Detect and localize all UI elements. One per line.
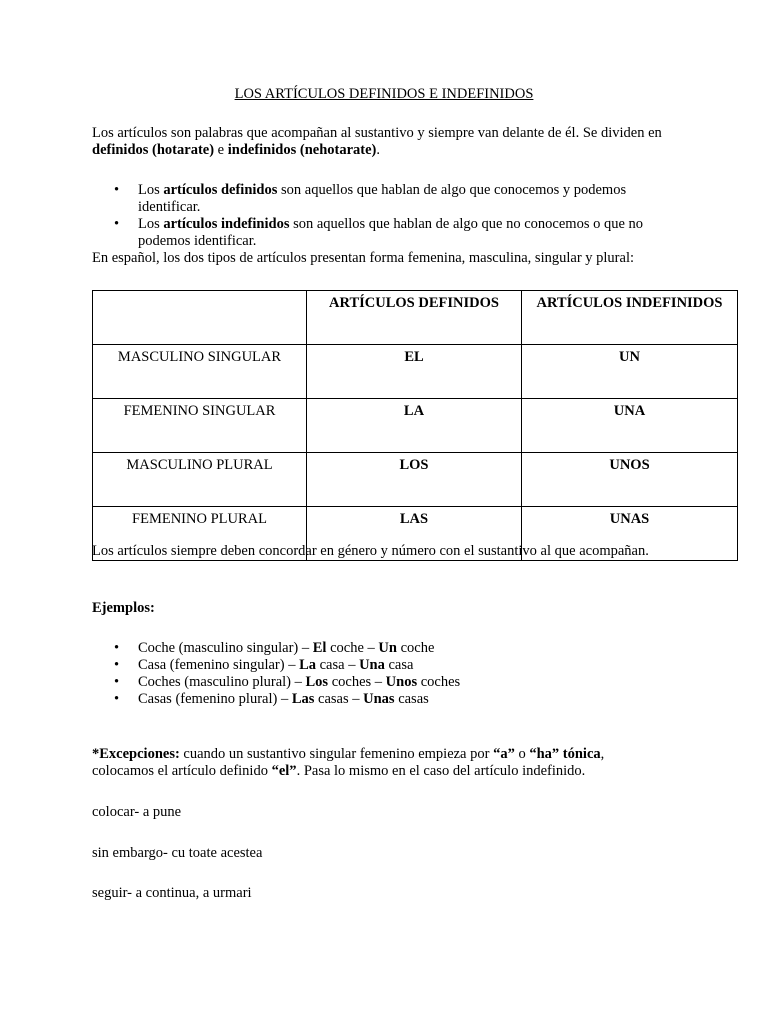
list-item [92, 691, 692, 708]
examples-list [92, 640, 692, 708]
forms-sentence: En español, los dos tipos de artículos presentan forma femenina, masculina, singular y plural: [92, 250, 635, 266]
example-bold: Las [291, 691, 315, 707]
list-item [92, 640, 692, 657]
example-bold: Los [305, 674, 329, 690]
example-text: casa [384, 657, 414, 673]
exceptions-bold: “a” [493, 746, 515, 762]
intro-text-2: e [214, 142, 228, 158]
table-header-cell: ARTÍCULOS INDEFINIDOS [522, 291, 738, 345]
intro-text-3: . [376, 142, 380, 158]
vocab-line: colocar- a pune [92, 804, 182, 820]
table-cell: MASCULINO PLURAL [93, 453, 307, 507]
example-text: Coches (masculino plural) – [138, 674, 306, 690]
table-cell: FEMENINO SINGULAR [93, 399, 307, 453]
bullet-text: son aquellos que hablan de algo que conocemos y podemos identificar. [138, 182, 627, 215]
example-text: Casas (femenino plural) – [138, 691, 292, 707]
exceptions-paragraph [92, 746, 652, 780]
intro-bold-indefinidos: indefinidos (nehotarate) [227, 142, 377, 158]
example-bold: Unas [363, 691, 395, 707]
table-row [93, 345, 738, 399]
table-cell: MASCULINO SINGULAR [93, 345, 307, 399]
table-cell: UNAS [522, 507, 738, 561]
example-text: casas – [314, 691, 364, 707]
examples-heading: Ejemplos: [92, 600, 155, 616]
exceptions-bold: “el” [271, 763, 297, 779]
example-text: casas [394, 691, 429, 707]
table-cell: LA [307, 399, 522, 453]
example-bold: El [312, 640, 327, 656]
table-cell: EL [307, 345, 522, 399]
list-item [92, 216, 682, 250]
table-cell: FEMENINO PLURAL [93, 507, 307, 561]
bullet-text: Los [138, 216, 164, 232]
example-text: coche – [326, 640, 379, 656]
bullet-text: Los [138, 182, 164, 198]
exceptions-bold: “ha” tónica [529, 746, 601, 762]
example-bold: La [299, 657, 316, 673]
example-text: coches – [328, 674, 386, 690]
list-item [92, 182, 682, 216]
vocab-line: seguir- a continua, a urmari [92, 885, 252, 901]
table-cell: LOS [307, 453, 522, 507]
exceptions-text: . Pasa lo mismo en el caso del artículo indefinido. [296, 763, 586, 779]
table-row [93, 399, 738, 453]
example-bold: Unos [385, 674, 418, 690]
intro-bold-definidos: definidos (hotarate) [92, 142, 215, 158]
table-cell: UN [522, 345, 738, 399]
list-item [92, 657, 692, 674]
table-cell: UNOS [522, 453, 738, 507]
example-bold: Una [359, 657, 385, 673]
table-header-row [93, 291, 738, 345]
bullet-text: son aquellos que hablan de algo que no conocemos o que no podemos identificar. [138, 216, 644, 249]
example-text: Casa (femenino singular) – [138, 657, 300, 673]
intro-text-1: Los artículos son palabras que acompañan al sustantivo y siempre van delante de él. Se dividen en [92, 125, 662, 141]
bullet-bold: artículos definidos [163, 182, 278, 198]
list-item [92, 674, 692, 691]
exceptions-text: cuando un sustantivo singular femenino empieza por [179, 746, 494, 762]
table-header-cell: ARTÍCULOS DEFINIDOS [307, 291, 522, 345]
example-bold: Un [378, 640, 397, 656]
intro-paragraph [92, 125, 692, 159]
exceptions-label: *Excepciones: [92, 746, 180, 762]
example-text: coches [417, 674, 461, 690]
table-cell: LAS [307, 507, 522, 561]
agreement-paragraph: Los artículos siempre deben concordar en género y número con el sustantivo al que acompañan. [92, 543, 649, 559]
definitions-list [92, 182, 682, 250]
bullet-bold: artículos indefinidos [163, 216, 290, 232]
exceptions-text: , colocamos el artículo definido [92, 746, 605, 779]
table-cell: UNA [522, 399, 738, 453]
exceptions-text: o [514, 746, 530, 762]
articles-table [92, 290, 738, 561]
example-text: casa – [316, 657, 360, 673]
vocab-line: sin embargo- cu toate acestea [92, 845, 263, 861]
table-header-cell [93, 291, 307, 345]
example-text: coche [396, 640, 435, 656]
table-row [93, 453, 738, 507]
example-text: Coche (masculino singular) – [138, 640, 313, 656]
page-title: LOS ARTÍCULOS DEFINIDOS E INDEFINIDOS [234, 86, 534, 102]
